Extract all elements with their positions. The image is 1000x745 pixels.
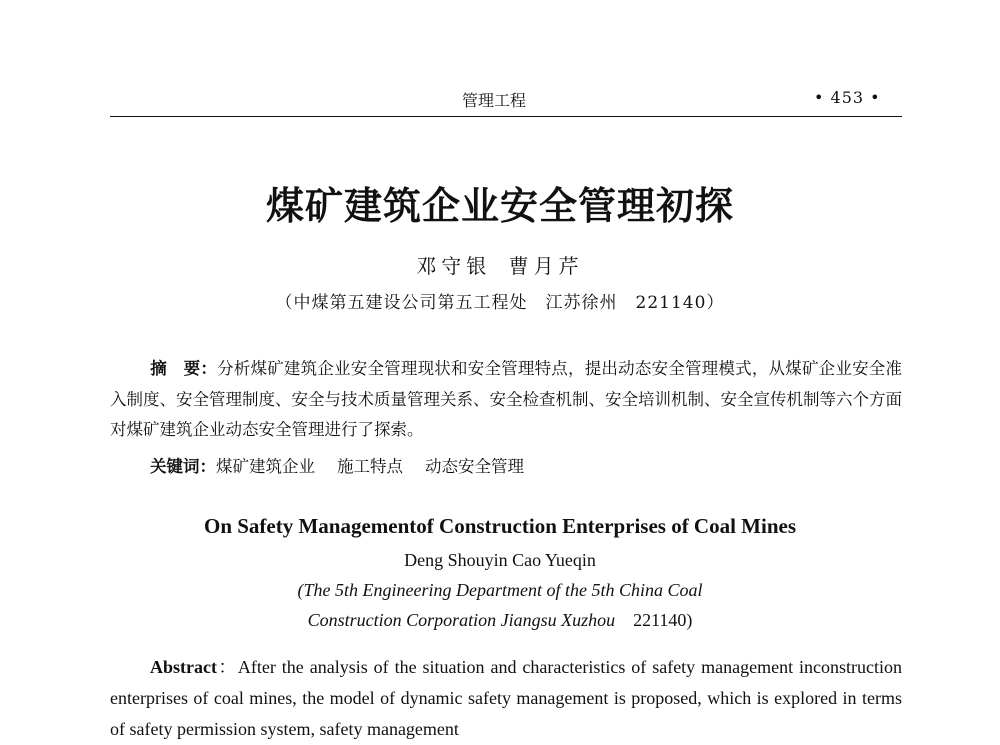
journal-section-title: 管理工程: [462, 91, 527, 110]
header-rule: [110, 116, 902, 117]
article-title-cn: 煤矿建筑企业安全管理初探: [265, 184, 734, 228]
abstract-en-label: Abstract: [150, 657, 217, 677]
abstract-en-separator: ：: [216, 657, 238, 677]
abstract-cn-text: 分析煤矿建筑企业安全管理现状和安全管理特点，提出动态安全管理模式，从煤矿企业安全准入制度、安全管理制度、安全与技术质量管理关系、安全检查机制、安全培训机制、安全宣传机制等六个方面对煤矿建筑企业动态安全管理进行了探索。: [110, 359, 903, 439]
affiliation-en-org: Construction Corporation Jiangsu Xuzhou: [307, 610, 616, 630]
article-title-en: On Safety Managementof Construction Enterprises of Coal Mines: [203, 514, 797, 538]
authors-cn: 邓守银 曹月芹: [416, 254, 584, 278]
page-number: • 453 •: [814, 88, 881, 107]
abstract-en: [110, 652, 902, 745]
affiliation-cn: （中煤第五建设公司第五工程处 江苏徐州 221140）: [275, 293, 725, 313]
authors-en: Deng Shouyin Cao Yueqin: [404, 550, 596, 570]
affiliation-en-line2: [0, 610, 1000, 631]
keyword-item: 施工特点: [337, 457, 403, 476]
affiliation-en-line1: (The 5th Engineering Department of the 5th China Coal: [297, 580, 703, 600]
keywords-cn-label: 关键词：: [150, 457, 216, 476]
abstract-en-text: After the analysis of the situation and characteristics of safety management inconstruction enterprises of coal mines, the model of dynamic safety management is proposed, which is explored in terms of safety permission system, safety management: [110, 657, 903, 739]
keywords-cn: [150, 453, 524, 477]
abstract-cn-label: 摘 要：: [150, 359, 218, 378]
keyword-item: 动态安全管理: [425, 457, 524, 476]
affiliation-en-postcode: 221140): [633, 610, 693, 630]
abstract-cn: [110, 354, 902, 446]
keyword-item: 煤矿建筑企业: [216, 457, 315, 476]
